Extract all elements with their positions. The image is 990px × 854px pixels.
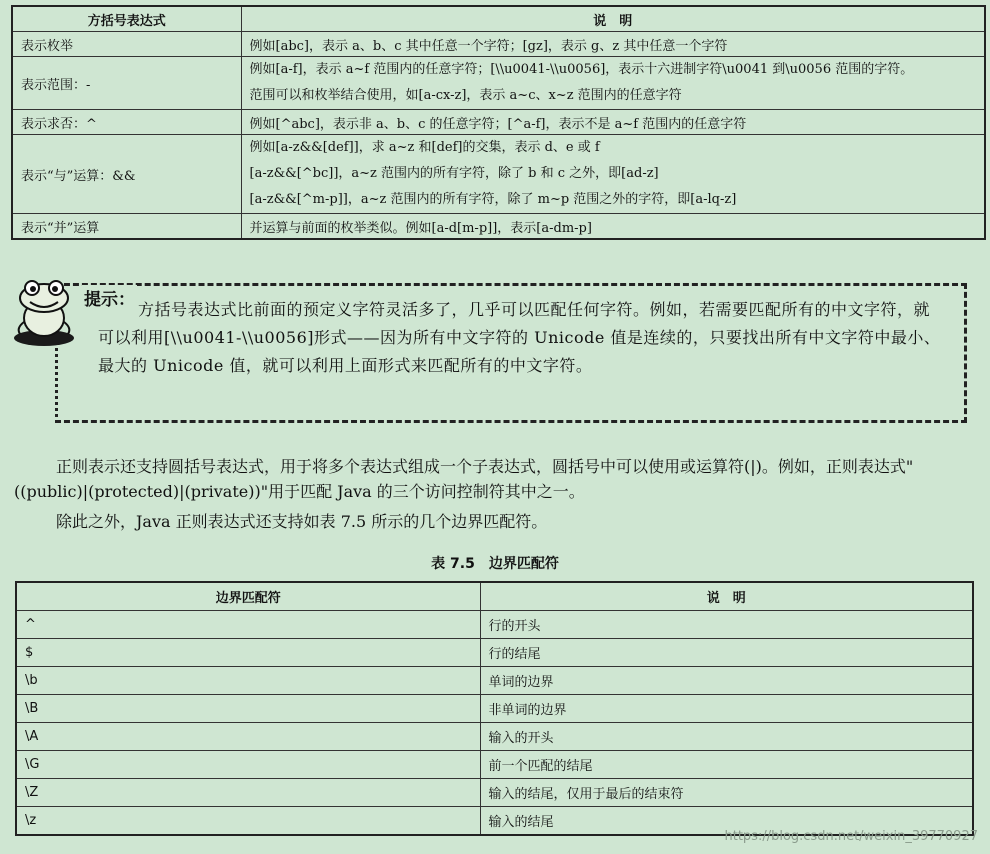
t2-matcher: \b [16, 667, 480, 695]
t2-header-matcher: 边界匹配符 [16, 582, 480, 611]
table-row [16, 723, 973, 751]
t1-row-desc: 例如[abc]，表示 a、b、c 其中任意一个字符；[gz]，表示 g、z 其中任意一个字符 [241, 32, 985, 57]
t1-row-label: 表示范围：- [12, 57, 241, 110]
t1-row-desc [241, 57, 985, 110]
t2-desc: 输入的开头 [480, 723, 973, 751]
paragraph: 除此之外，Java 正则表达式还支持如表 7.5 所示的几个边界匹配符。 [56, 512, 548, 531]
t1-row-label: 表示求否：^ [12, 110, 241, 135]
table-row [12, 135, 985, 214]
t1-row-label: 表示“与”运算：&& [12, 135, 241, 214]
table-row [12, 57, 985, 110]
table-row [16, 639, 973, 667]
table-row [12, 32, 985, 57]
t1-desc-line: [a-z&&[^bc]]，a~z 范围内的所有字符，除了 b 和 c 之外，即[ad-z] [249, 166, 659, 181]
table-row [16, 751, 973, 779]
t2-desc: 单词的边界 [480, 667, 973, 695]
t2-matcher: $ [16, 639, 480, 667]
t1-desc-line: [a-z&&[^m-p]]，a~z 范围内的所有字符，除了 m~p 范围之外的字符，即[a-lq-z] [249, 192, 737, 207]
table-row [12, 110, 985, 135]
table-row [16, 779, 973, 807]
table-row [12, 214, 985, 240]
t2-matcher: \Z [16, 779, 480, 807]
table-row [16, 695, 973, 723]
table-caption: 表 7.5 边界匹配符 [431, 556, 559, 572]
t1-desc-line: 例如[a-f]，表示 a~f 范围内的任意字符；[\\u0041-\\u0056]，表示十六进制字符\u0041 到\u0056 范围的字符。 [249, 62, 914, 77]
bracket-expression-table [11, 5, 986, 240]
boundary-matcher-table [15, 581, 974, 836]
t2-matcher: \A [16, 723, 480, 751]
t1-row-desc: 并运算与前面的枚举类似。例如[a-d[m-p]]，表示[a-dm-p] [241, 214, 985, 240]
t2-desc: 行的开头 [480, 611, 973, 639]
t2-desc: 输入的结尾，仅用于最后的结束符 [480, 779, 973, 807]
t2-matcher: \B [16, 695, 480, 723]
t2-desc: 输入的结尾 [480, 807, 973, 836]
t2-desc: 行的结尾 [480, 639, 973, 667]
t1-row-label: 表示枚举 [12, 32, 241, 57]
frog-icon [6, 276, 82, 348]
t2-header-description: 说 明 [480, 582, 973, 611]
paragraph: 正则表示还支持圆括号表达式，用于将多个表达式组成一个子表达式，圆括号中可以使用或运算符(|)。例如，正则表达式"((public)|(protected)|(private))"用于匹配 Java 的三个访问控制符其中之一。 [14, 457, 914, 501]
t1-desc-line: 范围可以和枚举结合使用，如[a-cx-z]，表示 a~c、x~z 范围内的任意字符 [249, 88, 682, 103]
table-row [16, 611, 973, 639]
t1-row-desc [241, 135, 985, 214]
t1-desc-line: 例如[a-z&&[def]]，求 a~z 和[def]的交集，表示 d、e 或 f [249, 140, 600, 155]
table-row [16, 667, 973, 695]
t1-header-expression: 方括号表达式 [12, 6, 241, 32]
t2-matcher: \z [16, 807, 480, 836]
t1-row-desc: 例如[^abc]，表示非 a、b、c 的任意字符；[^a-f]，表示不是 a~f 范围内的任意字符 [241, 110, 985, 135]
t2-desc: 非单词的边界 [480, 695, 973, 723]
t1-header-description: 说 明 [241, 6, 985, 32]
watermark: https://blog.csdn.net/weixin_39770927 [724, 829, 978, 844]
t2-matcher: \G [16, 751, 480, 779]
t2-desc: 前一个匹配的结尾 [480, 751, 973, 779]
hint-label: 提示： [82, 285, 137, 310]
t1-row-label: 表示“并”运算 [12, 214, 241, 240]
hint-text: 方括号表达式比前面的预定义字符灵活多了，几乎可以匹配任何字符。例如，若需要匹配所有的中文字符，就可以利用[\\u0041-\\u0056]形式——因为所有中文字符的 Unicode 值是连续的，只要找出所有中文字符中最小、最大的 Unicode 值，就可以利用上面形式来匹配所有的中文字符。 [98, 300, 941, 375]
t2-matcher: ^ [16, 611, 480, 639]
